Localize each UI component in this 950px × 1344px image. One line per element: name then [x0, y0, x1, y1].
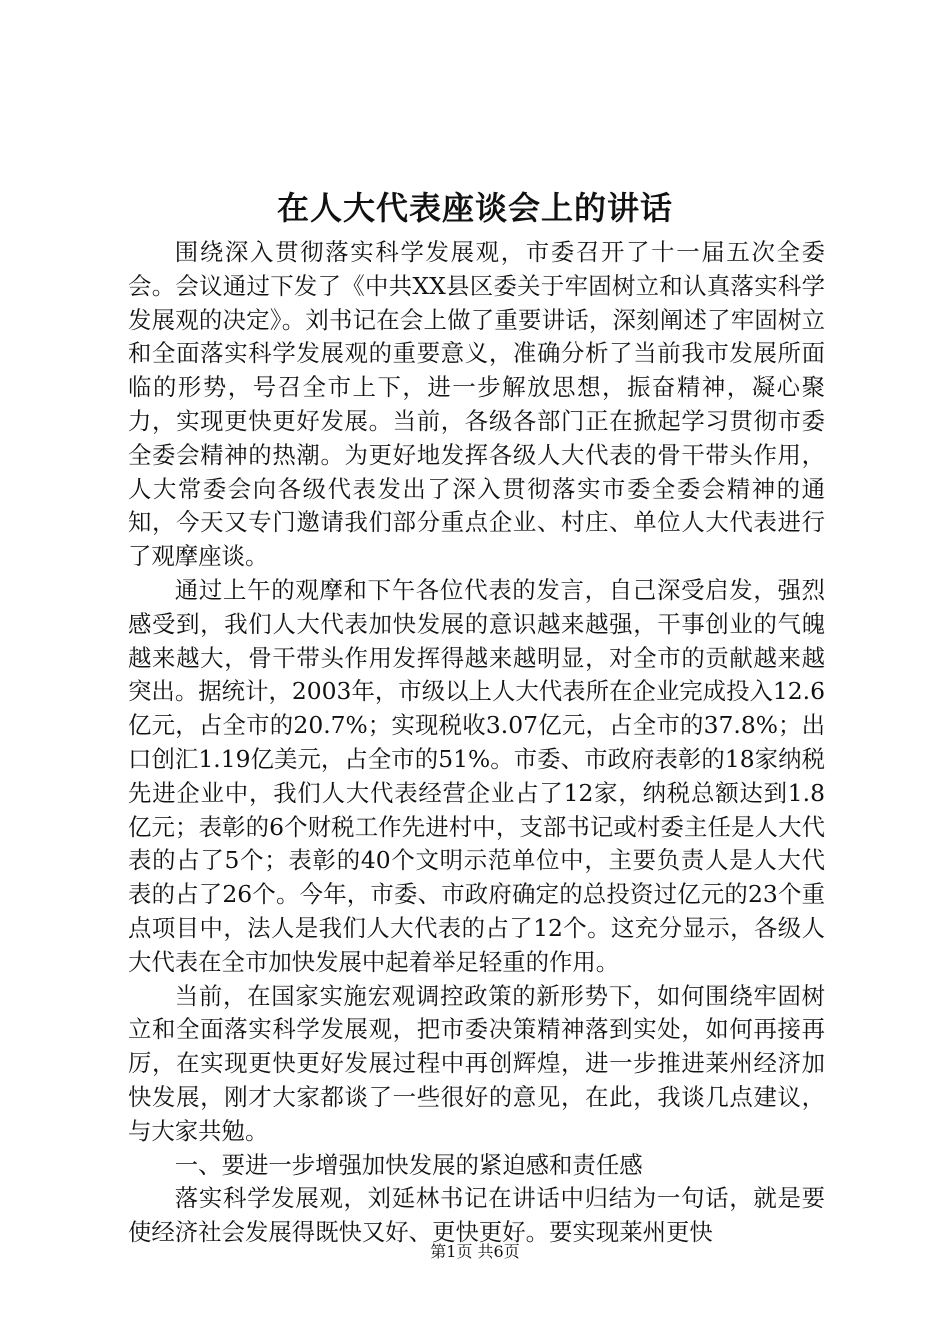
paragraph: 围绕深入贯彻落实科学发展观，市委召开了十一届五次全委会。会议通过下发了《中共XX县区委关于牢固树立和认真落实科学发展观的决定》。刘书记在会上做了重要讲话，深刻阐述了牢固树立和全面落实科学发展观的重要意义，准确分析了当前我市发展所面临的形势，号召全市上下，进一步解放思想，振奋精神，凝心聚力，实现更快更好发展。当前，各级各部门正在掀起学习贯彻市委全委会精神的热潮。为更好地发挥各级人大代表的骨干带头作用，人大常委会向各级代表发出了深入贯彻落实市委全委会精神的通知，今天又专门邀请我们部分重点企业、村庄、单位人大代表进行了观摩座谈。 [128, 238, 825, 571]
section-heading: 一、要进一步增强加快发展的紧迫感和责任感 [174, 1150, 643, 1179]
paragraph: 通过上午的观摩和下午各位代表的发言，自己深受启发，强烈感受到，我们人大代表加快发展的意识越来越强，干事创业的气魄越来越大，骨干带头作用发挥得越来越明显，对全市的贡献越来越突出。据统计，2003年，市级以上人大代表所在企业完成投入12.6亿元，占全市的20.7%；实现税收3.07亿元，占全市的37.8%；出口创汇1.19亿美元，占全市的51%。市委、市政府表彰的18家纳税先进企业中，我们人大代表经营企业占了12家，纳税总额达到1.8亿元；表彰的6个财税工作先进村中，支部书记或村委主任是人大代表的占了5个；表彰的40个文明示范单位中，主要负责人是人大代表的占了26个。今年，市委、市政府确定的总投资过亿元的23个重点项目中，法人是我们人大代表的占了12个。这充分显示，各级人大代表在全市加快发展中起着举足轻重的作用。 [128, 575, 825, 976]
paragraph: 当前，在国家实施宏观调控政策的新形势下，如何围绕牢固树立和全面落实科学发展观，把市委决策精神落到实处，如何再接再厉，在实现更快更好发展过程中再创辉煌，进一步推进莱州经济加快发展，刚才大家都谈了一些很好的意见，在此，我谈几点建议，与大家共勉。 [128, 981, 825, 1145]
document-title: 在人大代表座谈会上的讲话 [276, 189, 673, 227]
document-body [128, 236, 825, 1250]
paragraph: 落实科学发展观，刘延林书记在讲话中归结为一句话，就是要使经济社会发展得既快又好、更快更好。要实现莱州更快 [128, 1184, 825, 1247]
page-footer: 第1页 共6页 [430, 1242, 520, 1261]
